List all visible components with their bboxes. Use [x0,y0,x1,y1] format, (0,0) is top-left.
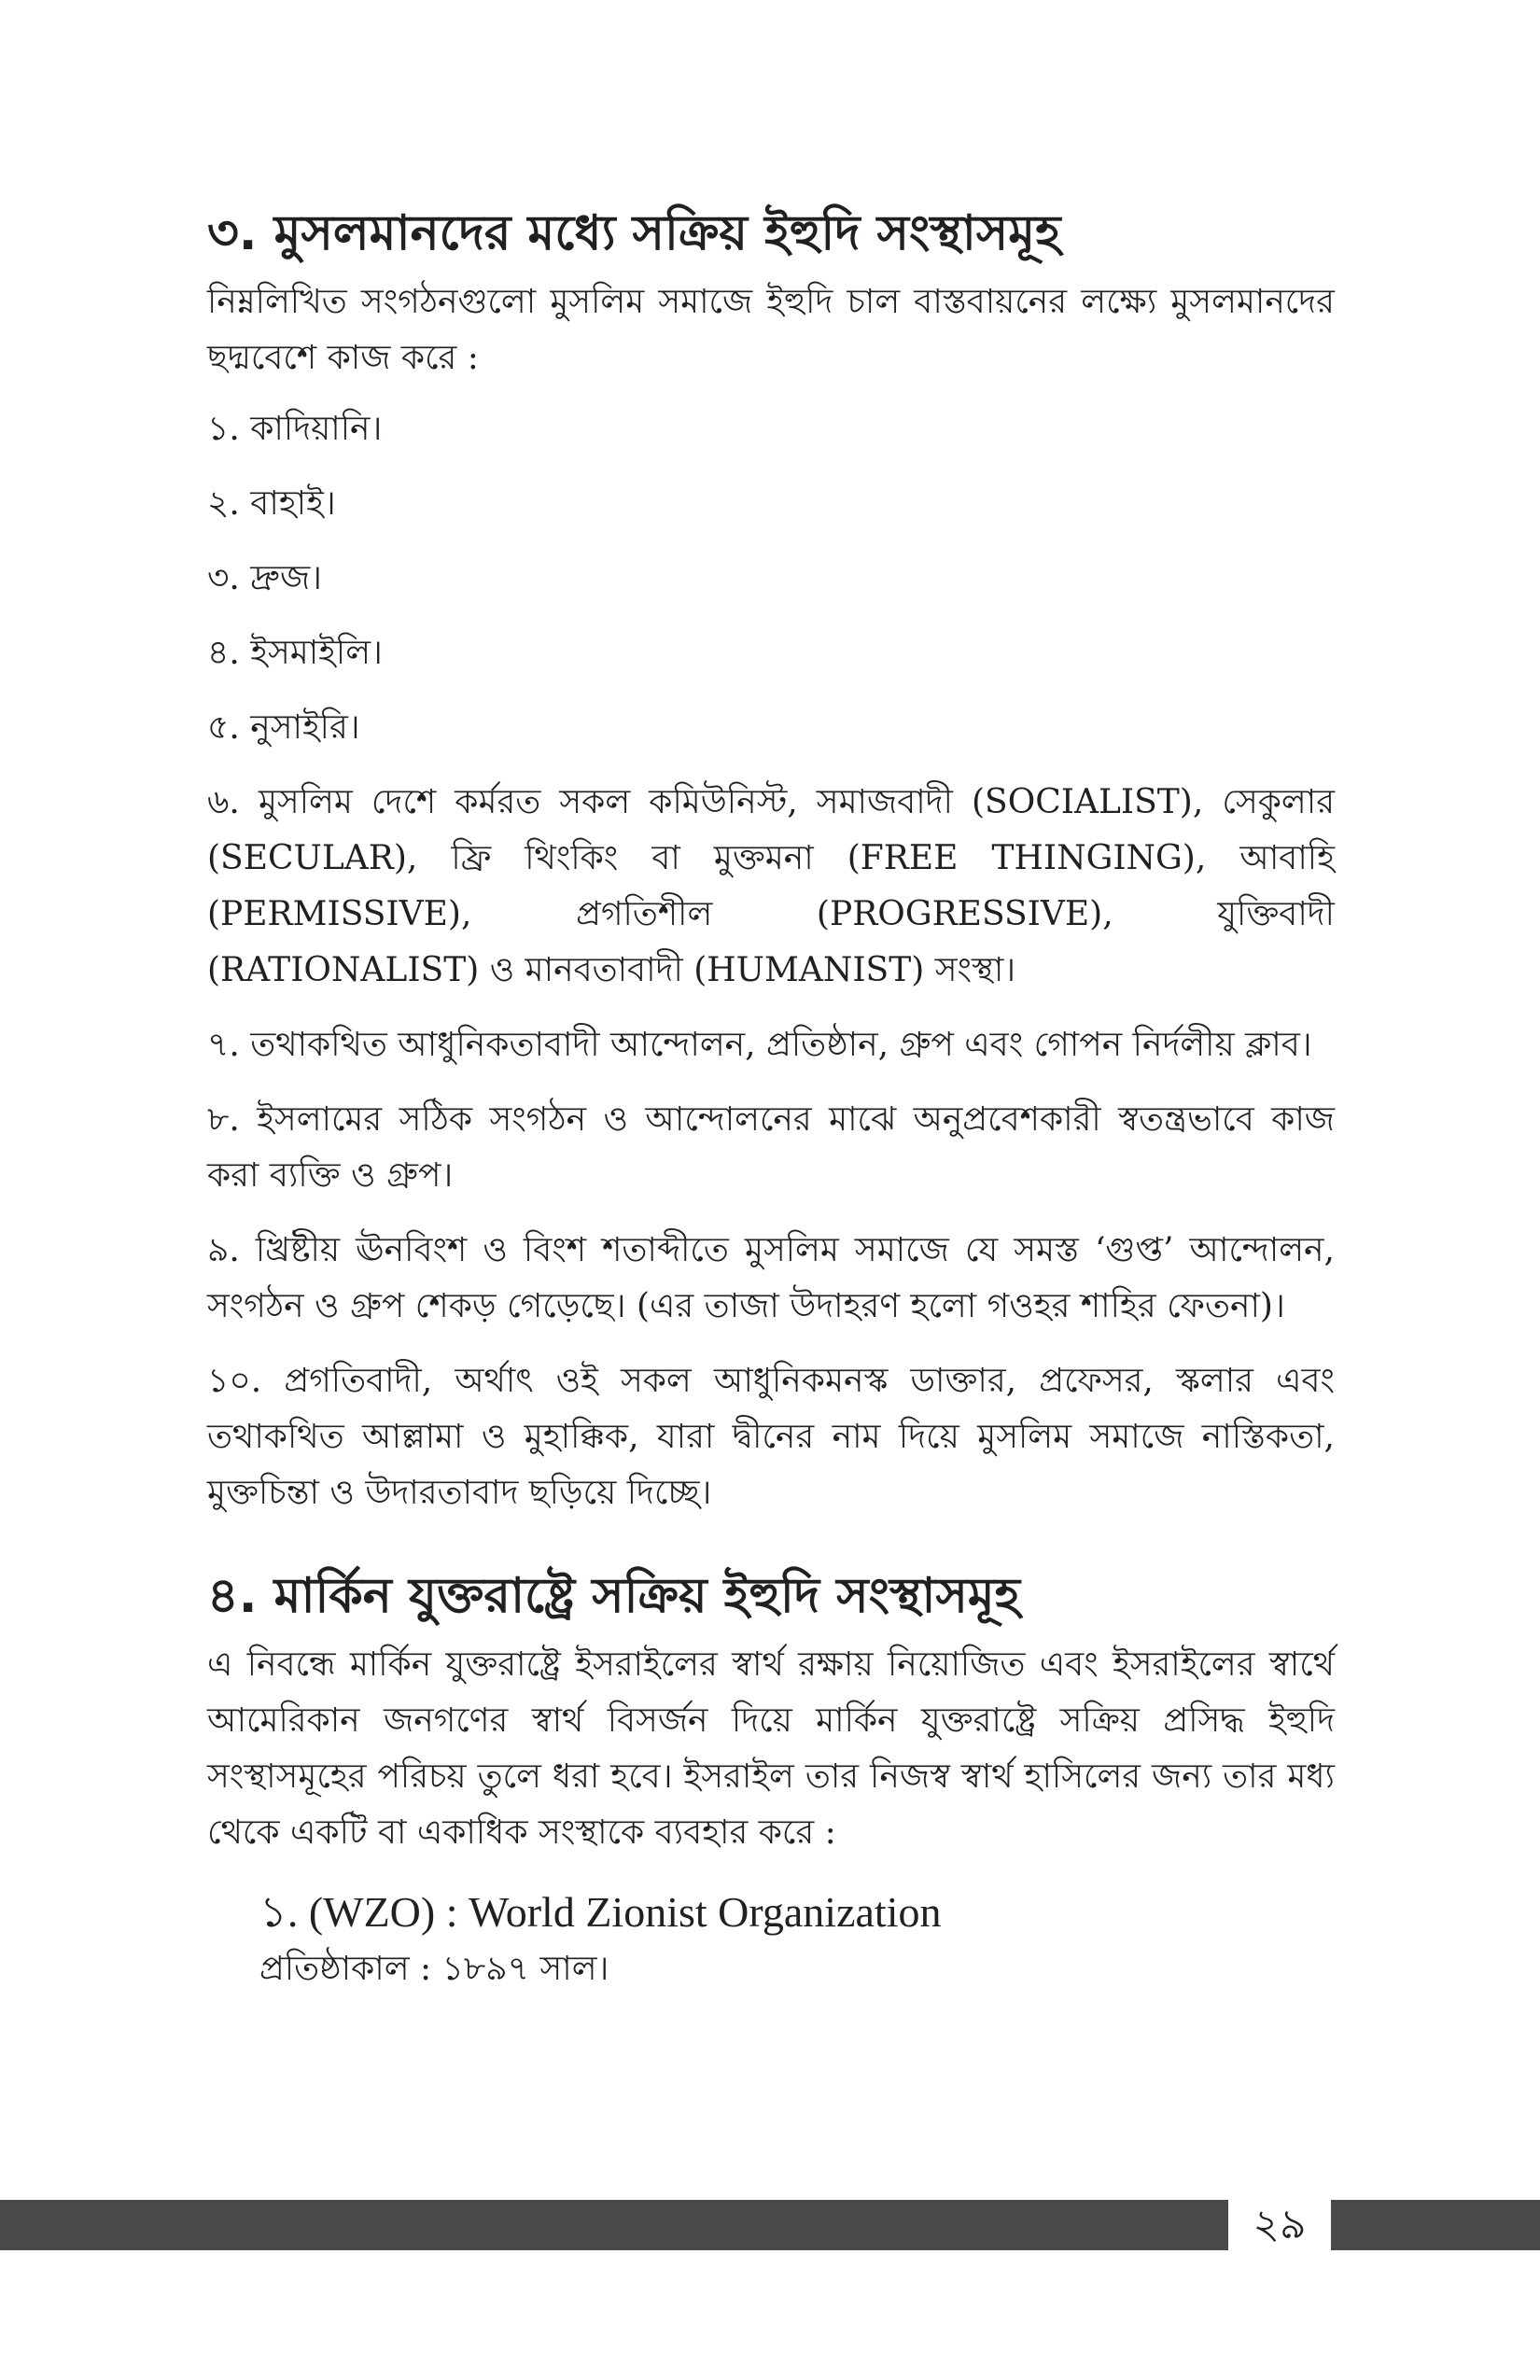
list-item: ৯. খ্রিষ্টীয় ঊনবিংশ ও বিংশ শতাব্দীতে মুসলিম সমাজে যে সমস্ত ‘গুপ্ত’ আন্দোলন, সংগঠন ও গ্রুপ শেকড় গেড়েছে। (এর তাজা উদাহরণ হলো গওহর শাহির ফেতনা)। [207,1231,1335,1325]
list-item: ২. বাহাই। [207,484,336,523]
section-3-list [207,401,1335,1521]
list-item: ৪. ইসমাইলি। [207,634,383,672]
list-item: ৬. মুসলিম দেশে কর্মরত সকল কমিউনিস্ট, সমাজবাদী (SOCIALIST), সেকুলার (SECULAR), ফ্রি থিংকিং বা মুক্তমনা (FREE THINGING), আবাহি (PERMISSIVE), প্রগতিশীল (PROGRESSIVE), যুক্তিবাদী (RATIONALIST) ও মানবতাবাদী (HUMANIST) সংস্থা। [207,783,1335,989]
organization-founded: প্রতিষ্ঠাকাল : ১৮৯৭ সাল। [259,1950,609,1988]
organization-entry [259,1883,1335,1997]
list-item: ৭. তথাকথিত আধুনিকতাবাদী আন্দোলন, প্রতিষ্ঠান, গ্রুপ এবং গোপন নির্দলীয় ক্লাব। [207,1026,1312,1064]
page-number: ২৯ [1253,2201,1307,2248]
list-item: ৮. ইসলামের সঠিক সংগঠন ও আন্দোলনের মাঝে অনুপ্রবেশকারী স্বতন্ত্রভাবে কাজ করা ব্যক্তি ও গ্রুপ। [207,1100,1335,1195]
list-item: ১০. প্রগতিবাদী, অর্থাৎ ওই সকল আধুনিকমনস্ক ডাক্তার, প্রফেসর, স্কলার এবং তথাকথিত আল্লামা ও মুহাক্কিক, যারা দ্বীনের নাম দিয়ে মুসলিম সমাজে নাস্তিকতা, মুক্তচিন্তা ও উদারতাবাদ ছড়িয়ে দিচ্ছে। [207,1362,1336,1512]
list-item: ৫. নুসাইরি। [207,708,360,747]
page-content [207,203,1335,1997]
list-item: ১. কাদিয়ানি। [207,410,383,448]
section-4-heading: ৪. মার্কিন যুক্তরাষ্ট্রে সক্রিয় ইহুদি সংস্থাসমূহ [207,1568,1020,1624]
section-3-intro: নিম্নলিখিত সংগঠনগুলো মুসলিম সমাজে ইহুদি চাল বাস্তবায়নের লক্ষ্যে মুসলমানদের ছদ্মবেশে কাজ করে : [207,283,1335,377]
section-4-intro: এ নিবন্ধে মার্কিন যুক্তরাষ্ট্রে ইসরাইলের স্বার্থ রক্ষায় নিয়োজিত এবং ইসরাইলের স্বার্থে আমেরিকান জনগণের স্বার্থ বিসর্জন দিয়ে মার্কিন যুক্তরাষ্ট্রে সক্রিয় প্রসিদ্ধ ইহুদি সংস্থাসমূহের পরিচয় তুলে ধরা হবে। ইসরাইল তার নিজস্ব স্বার্থ হাসিলের জন্য তার মধ্য থেকে একটি বা একাধিক সংস্থাকে ব্যবহার করে : [207,1645,1335,1852]
footer-bar-left [0,2200,1228,2250]
organization-title: ১. (WZO) : World Zionist Organization [259,1888,942,1936]
section-3-heading: ৩. মুসলমানদের মধ্যে সক্রিয় ইহুদি সংস্থাসমূহ [207,205,1061,261]
footer-bar-right [1331,2200,1540,2250]
list-item: ৩. দ্রুজ। [207,559,323,597]
